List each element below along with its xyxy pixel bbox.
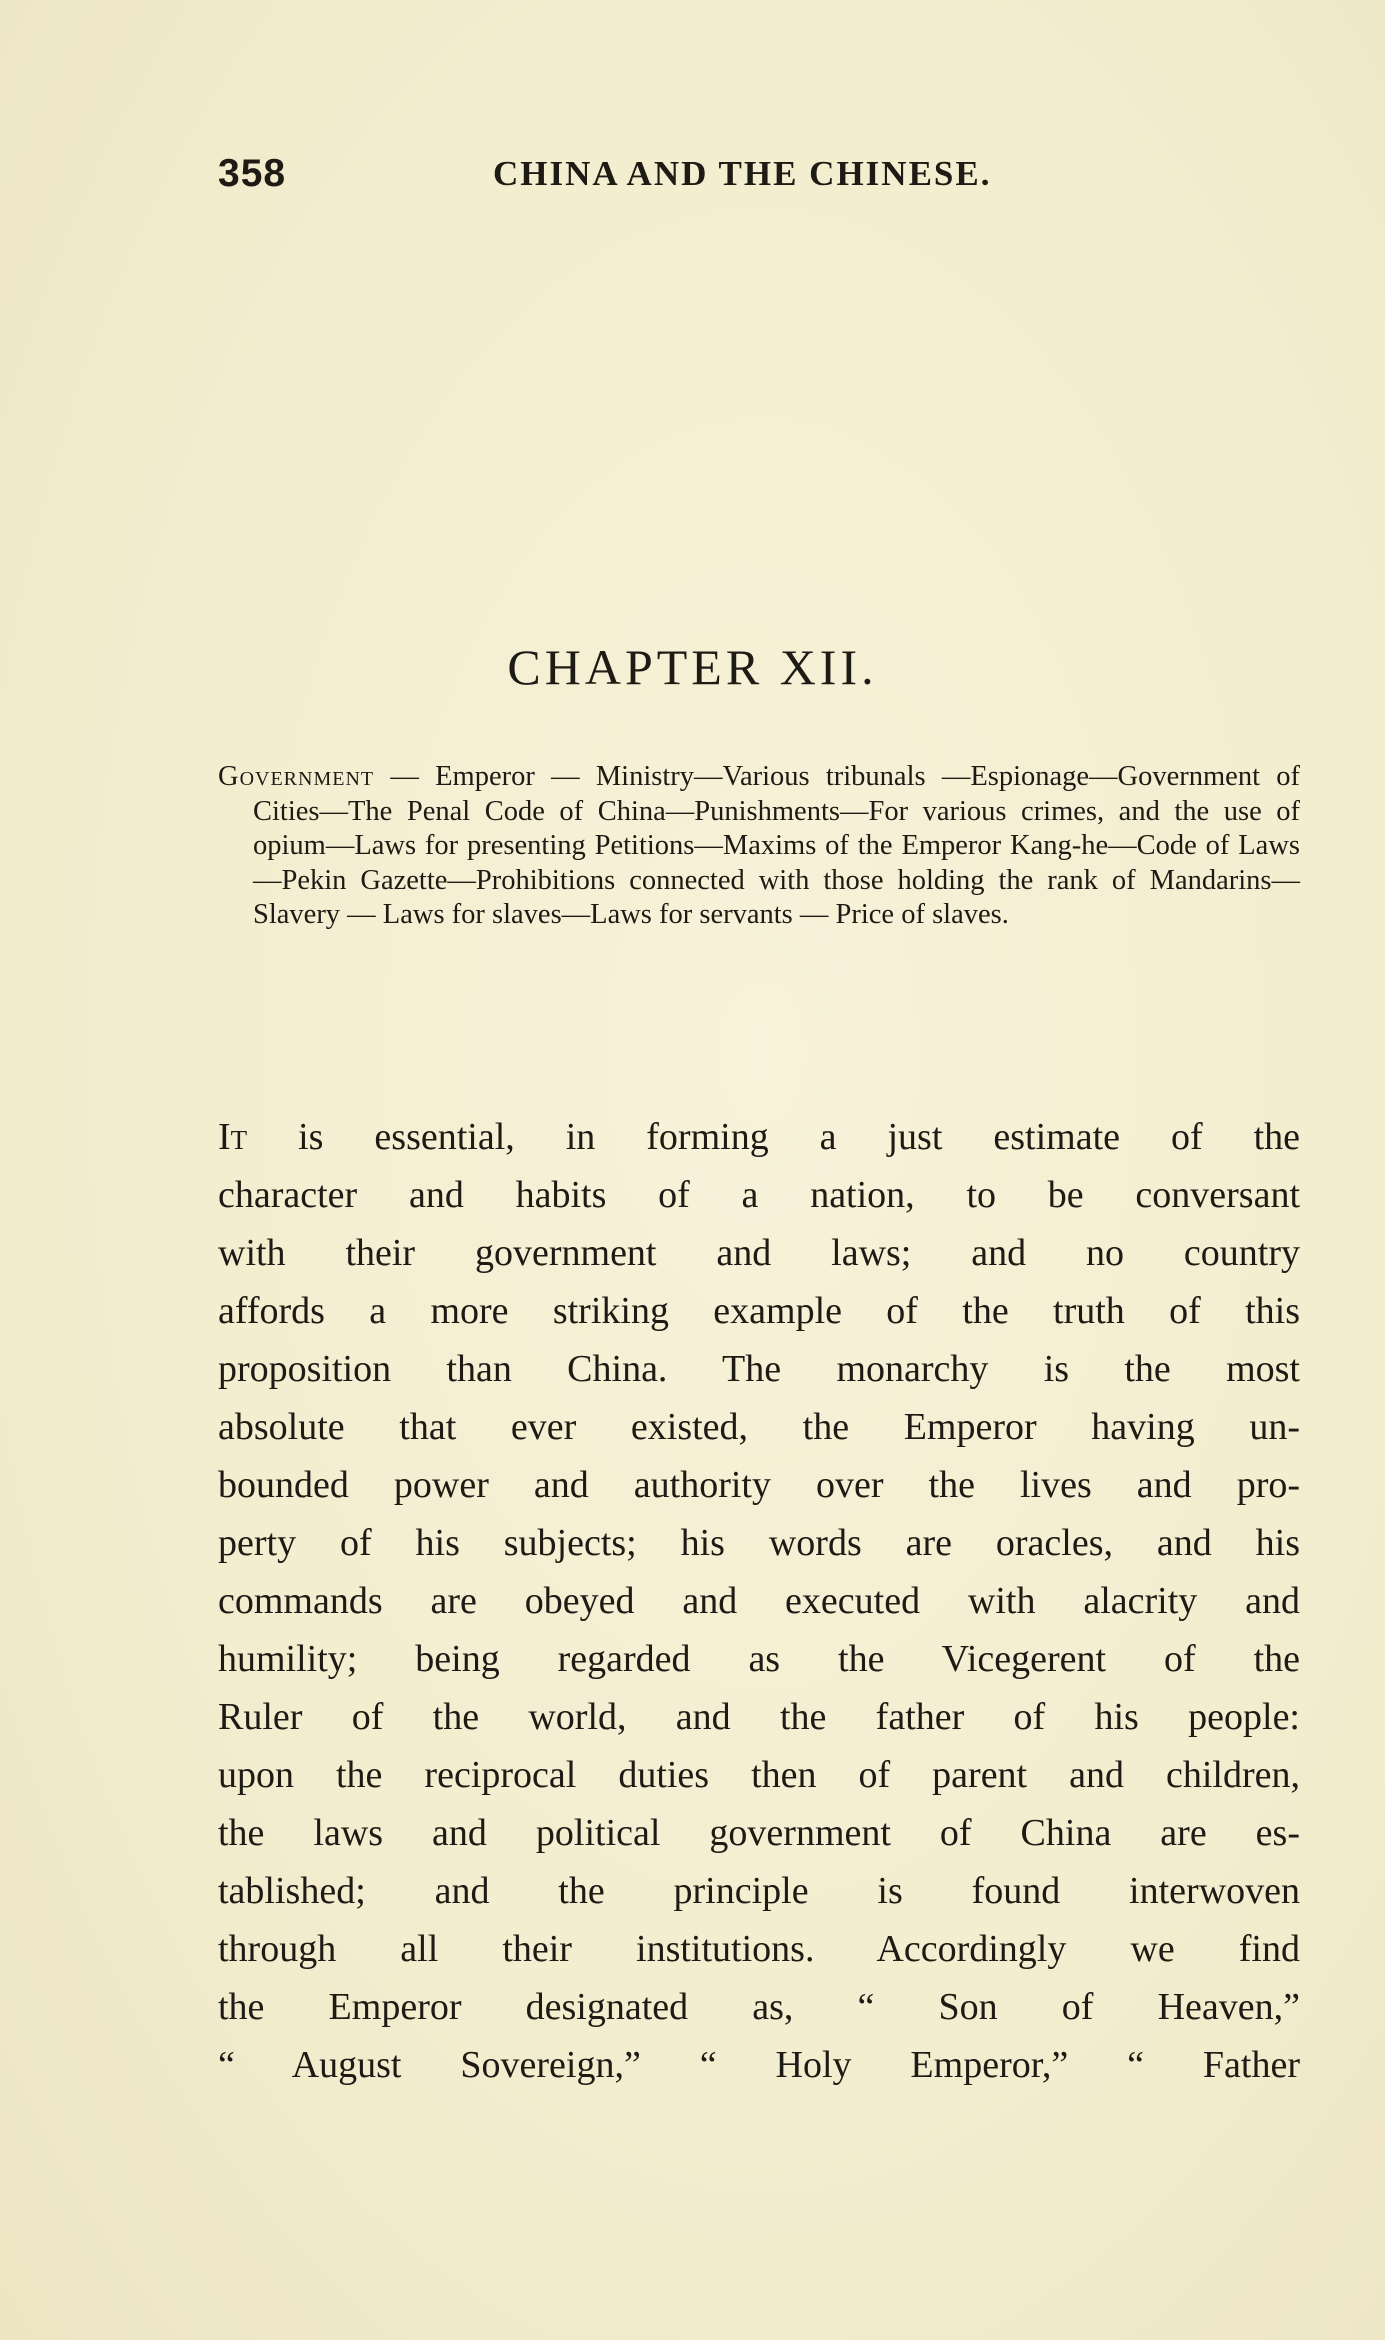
running-title: CHINA AND THE CHINESE. [493, 154, 992, 193]
body-line: upon the reciprocal duties then of parent and children, [218, 1754, 1300, 1796]
body-line: character and habits of a nation, to be conversant [218, 1174, 1300, 1216]
body-line: “ August Sovereign,” “ Holy Emperor,” “ Father [218, 2044, 1300, 2086]
body-line: bounded power and authority over the lives and pro- [218, 1464, 1300, 1506]
body-line: the laws and political government of China are es- [218, 1812, 1300, 1854]
body-line: tablished; and the principle is found interwoven [218, 1870, 1300, 1912]
body-line: absolute that ever existed, the Emperor having un- [218, 1406, 1300, 1448]
first-word: It [218, 1116, 248, 1158]
body-line: through all their institutions. Accordingly we find [218, 1928, 1300, 1970]
body-text [218, 1108, 1300, 2094]
body-line: It is essential, in forming a just estimate of the [218, 1116, 1300, 1158]
synopsis-text: — Emperor — Ministry—Various tribunals —Espionage—Government of Cities—The Penal Code of China—Punishments—For various crimes, and the use of opium—Laws for presenting Petitions—Maxims of the Emperor Kang-he—Code of Laws—Pekin Gazette—Prohibitions connected with those holding the rank of Mandarins— Slavery — Laws for slaves—Laws for servants — Price of slaves. [253, 761, 1300, 930]
synopsis-lead: Government [218, 761, 375, 792]
page-number: 358 [218, 152, 287, 195]
body-line: affords a more striking example of the truth of this [218, 1290, 1300, 1332]
body-line: perty of his subjects; his words are oracles, and his [218, 1522, 1300, 1564]
running-head [218, 152, 1298, 198]
body-line: proposition than China. The monarchy is the most [218, 1348, 1300, 1390]
body-line: the Emperor designated as, “ Son of Heaven,” [218, 1986, 1300, 2028]
body-line: with their government and laws; and no country [218, 1232, 1300, 1274]
chapter-synopsis [218, 760, 1300, 933]
body-line: humility; being regarded as the Vicegerent of the [218, 1638, 1300, 1680]
body-line: Ruler of the world, and the father of his people: [218, 1696, 1300, 1738]
chapter-title: CHAPTER XII. [507, 639, 878, 695]
body-line: commands are obeyed and executed with alacrity and [218, 1580, 1300, 1622]
